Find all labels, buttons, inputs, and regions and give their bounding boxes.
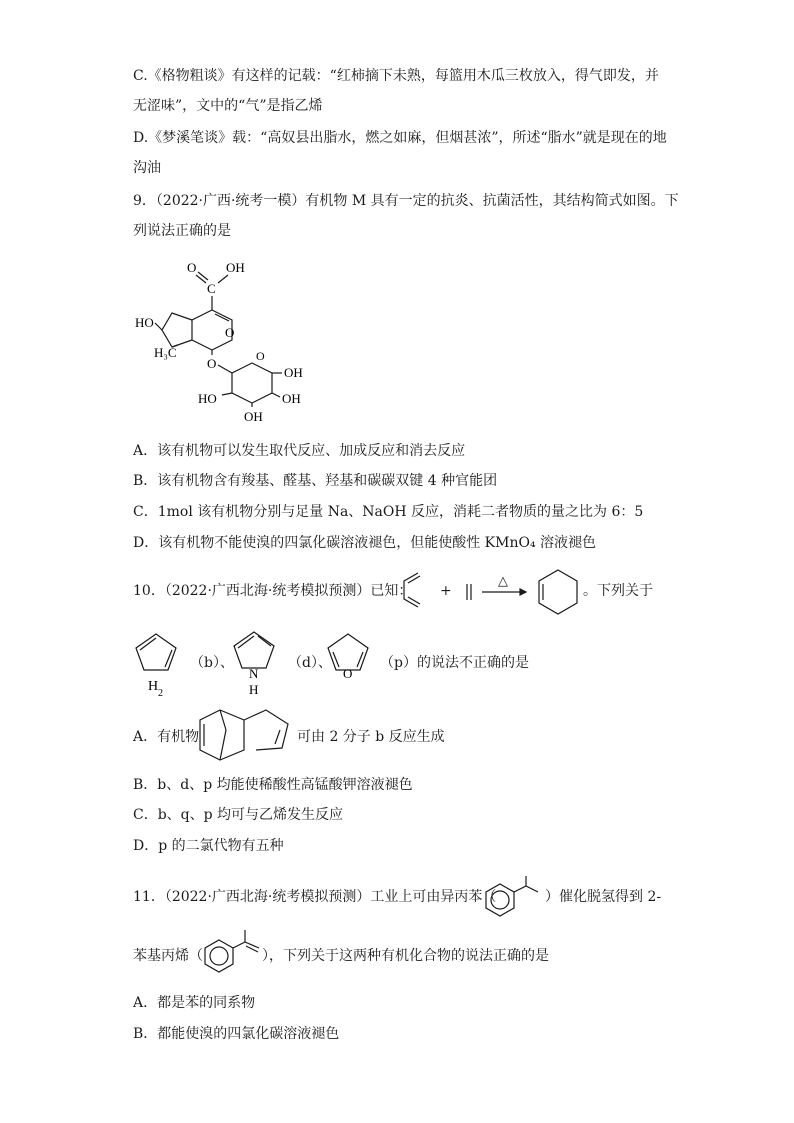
q10-option-d: D．p 的二氯代物有五种 [133,838,284,854]
q9-option-b: B．该有机物含有羧基、醛基、羟基和碳碳双键 4 种官能团 [133,473,498,489]
q10-stem-suffix: 。下列关于 [583,583,653,599]
label-o-ring: O [225,325,235,340]
label-ho-left: HO [135,315,154,330]
q10-option-c: C．b、q、p 均可与乙烯发生反应 [133,807,344,823]
q9-stem-line2: 列说法正确的是 [133,223,231,239]
butadiene-structure [398,571,424,611]
label-n: N [249,666,259,681]
q10-option-a-suffix: 可由 2 分子 b 反应生成 [297,729,445,745]
label-nh-h: H [249,682,259,697]
q10-option-a-prefix: A．有机物 [133,729,200,745]
label-h2-sub: 2 [158,688,163,699]
cyclopentadiene-structure [130,630,182,700]
label-o-top: O [187,260,197,275]
q8-option-c-line2: 无涩味”，文中的“气”是指乙烯 [133,98,323,114]
q9-option-a: A．该有机物可以发生取代反应、加成反应和消去反应 [133,443,466,459]
q11-stem-line1-prefix: 11．（2022·广西北海·统考模拟预测）工业上可由异丙苯（ [133,889,497,905]
label-h3c: H₃C [154,345,177,360]
q8-option-d-line2: 沟油 [133,160,161,176]
label-oh-bottom3: OH [282,391,301,406]
q9-option-d: D．该有机物不能使溴的四氯化碳溶液褪色，但能使酸性 KMnO₄ 溶液褪色 [133,535,597,551]
label-p: （p）的说法不正确的是 [380,655,529,671]
heat-symbol: △ [498,574,508,589]
label-d: （d）、 [288,655,332,671]
plus-sign: + [440,583,452,599]
q9-stem-line1: 9．（2022·广西·统考一模）有机物 M 具有一定的抗炎、抗菌活性，其结构简式如图。下 [133,193,679,209]
label-c-top: C [207,281,216,296]
molecule-m-structure [130,255,320,430]
label-b: （b）、 [190,655,234,671]
label-o-sugar: O [256,349,265,363]
label-o-furan: O [343,666,353,681]
2-phenylpropene-structure [203,928,263,976]
q11-stem-line2-suffix: ），下列关于这两种有机化合物的说法正确的是 [262,948,549,964]
cyclohexene-structure [535,568,581,616]
furan-structure [322,630,374,690]
q8-option-d-line1: D.《梦溪笔谈》载：“高奴县出脂水，燃之如麻，但烟甚浓”，所述“脂水”就是现在的地 [133,130,667,146]
q10-option-b: B．b、d、p 均能使稀酸性高锰酸钾溶液褪色 [133,777,413,793]
label-h2: H [148,679,159,694]
q11-stem-line2-prefix: 苯基丙烯（ [133,948,203,964]
q9-option-c: C．1mol 该有机物分别与足量 Na、NaOH 反应，消耗二者物质的量之比为 6：5 [133,504,644,520]
label-oh-top: OH [226,260,245,275]
label-ho-bottom1: HO [198,391,217,406]
label-oh-right: OH [284,365,303,380]
q10-stem-prefix: 10．（2022·广西北海·统考模拟预测）已知： [133,583,413,599]
dicyclopentadiene-structure [196,706,292,766]
q11-option-a: A．都是苯的同系物 [133,995,256,1011]
pyrrole-structure [228,628,280,698]
q8-option-c-line1: C.《格物粗谈》有这样的记载：“红柿摘下未熟，每篮用木瓜三枚放入，得气即发，并 [133,68,659,84]
q11-stem-line1-suffix: ）催化脱氢得到 2- [545,889,662,905]
cumene-structure [484,874,544,920]
q11-option-b: B．都能使溴的四氯化碳溶液褪色 [133,1026,340,1042]
label-oh-bottom2: OH [244,409,263,424]
label-o-link: O [207,356,217,371]
ethylene-structure [464,582,474,602]
